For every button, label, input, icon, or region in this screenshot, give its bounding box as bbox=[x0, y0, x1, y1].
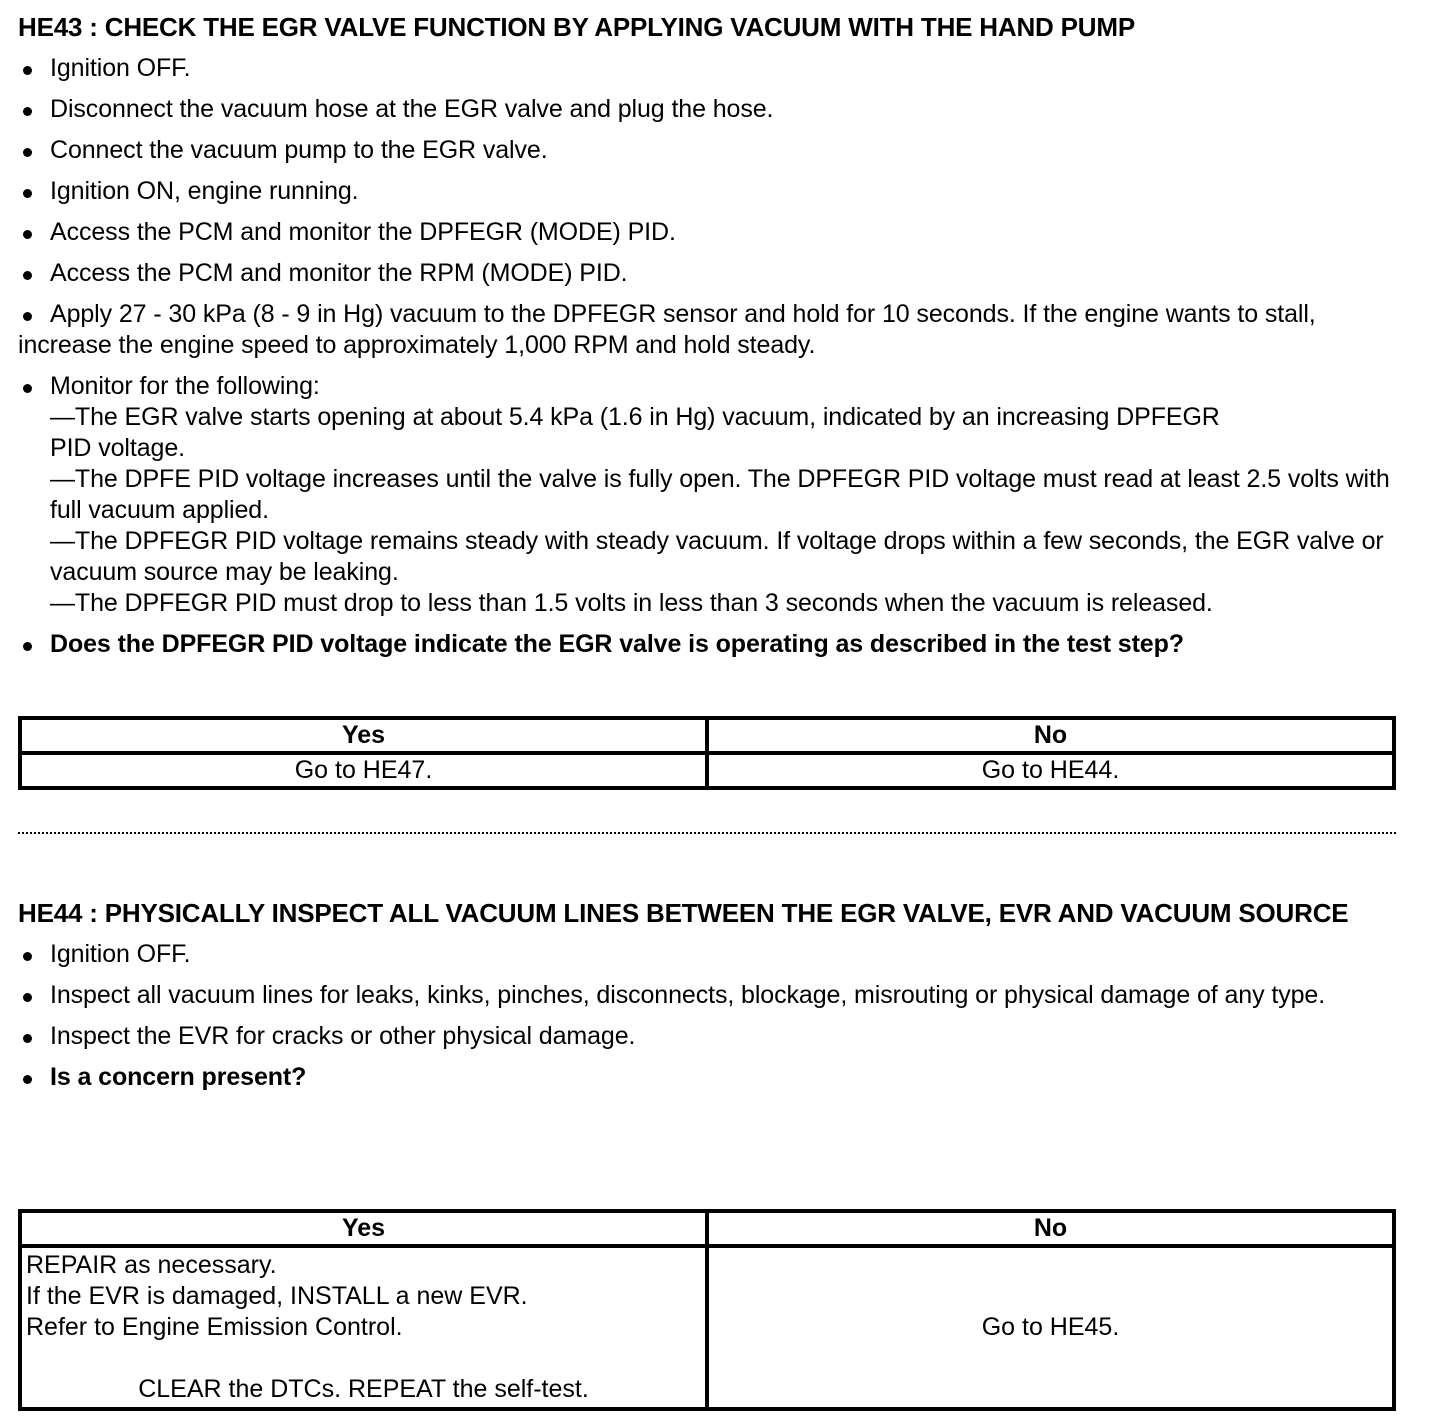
monitor-item: —The DPFE PID voltage increases until the valve is fully open. The DPFEGR PID voltage must read at least 2.5 volts with full vacuum applied. bbox=[50, 465, 1390, 524]
result-table-he44-wrap bbox=[18, 1209, 1396, 1411]
step-item: Apply 27 - 30 kPa (8 - 9 in Hg) vacuum to the DPFEGR sensor and hold for 10 seconds. If the engine wants to stall, increase the engine speed to approximately 1,000 RPM and hold steady. bbox=[18, 300, 1316, 359]
table-row bbox=[20, 753, 1394, 788]
yes-line: If the EVR is damaged, INSTALL a new EVR. bbox=[26, 1282, 528, 1310]
spacer bbox=[26, 1343, 701, 1374]
section-he43 bbox=[18, 12, 1396, 660]
result-table-he43-wrap bbox=[18, 716, 1396, 790]
result-table bbox=[18, 716, 1396, 790]
step-item: Ignition ON, engine running. bbox=[50, 177, 359, 205]
section-divider bbox=[18, 832, 1396, 834]
question-item: Does the DPFEGR PID voltage indicate the EGR valve is operating as described in the test step? bbox=[50, 630, 1184, 658]
step-item: Inspect all vacuum lines for leaks, kinks, pinches, disconnects, blockage, misrouting or physical damage of any type. bbox=[50, 981, 1326, 1009]
no-action: Go to HE45. bbox=[707, 1246, 1394, 1409]
step-item: Access the PCM and monitor the RPM (MODE) PID. bbox=[50, 259, 628, 287]
yes-action: Go to HE47. bbox=[20, 753, 707, 788]
no-header: No bbox=[707, 1211, 1394, 1246]
table-header-row bbox=[20, 1211, 1394, 1246]
step-item: Inspect the EVR for cracks or other physical damage. bbox=[50, 1022, 636, 1050]
step-item: Connect the vacuum pump to the EGR valve. bbox=[50, 136, 548, 164]
yes-header: Yes bbox=[20, 1211, 707, 1246]
step-item-monitor: Monitor for the following: —The EGR valve starts opening at about 5.4 kPa (1.6 in Hg) vacuum, indicated by an increasing DPFEGR PID voltage. —The DPFE PID voltage increases until the valve is fully open. The DPFEGR PID voltage must read at least 2.5 volts with full vacuum applied. —The DPFEGR PID voltage remains steady with steady vacuum. If voltage drops within a few seconds, the EGR valve or vacuum source may be leaking. —The DPFEGR PID must drop to less than 1.5 volts in less than 3 seconds when the vacuum is released. bbox=[18, 371, 1396, 619]
question-item: Is a concern present? bbox=[50, 1063, 307, 1091]
yes-header: Yes bbox=[20, 718, 707, 753]
no-header: No bbox=[707, 718, 1394, 753]
table-row bbox=[20, 1246, 1394, 1409]
monitor-item: —The DPFEGR PID voltage remains steady with steady vacuum. If voltage drops within a few seconds, the EGR valve or vacuum source may be leaking. bbox=[50, 527, 1384, 586]
yes-line: REPAIR as necessary. bbox=[26, 1251, 277, 1279]
yes-line: CLEAR the DTCs. REPEAT the self-test. bbox=[138, 1375, 589, 1403]
section-heading: HE43 : CHECK THE EGR VALVE FUNCTION BY APPLYING VACUUM WITH THE HAND PUMP bbox=[18, 12, 1135, 42]
step-item: Ignition OFF. bbox=[50, 54, 191, 82]
yes-line: Refer to Engine Emission Control. bbox=[26, 1313, 403, 1341]
step-item: Disconnect the vacuum hose at the EGR valve and plug the hose. bbox=[50, 95, 774, 123]
step-item: Ignition OFF. bbox=[50, 940, 191, 968]
no-action: Go to HE44. bbox=[707, 753, 1394, 788]
monitor-item: —The EGR valve starts opening at about 5.4 kPa (1.6 in Hg) vacuum, indicated by an increasing DPFEGR PID voltage. bbox=[50, 403, 1220, 462]
result-table bbox=[18, 1209, 1396, 1411]
step-list bbox=[18, 53, 1396, 660]
step-list bbox=[18, 939, 1396, 1093]
step-item: Access the PCM and monitor the DPFEGR (MODE) PID. bbox=[50, 218, 676, 246]
table-header-row bbox=[20, 718, 1394, 753]
monitor-item: —The DPFEGR PID must drop to less than 1.5 volts in less than 3 seconds when the vacuum is released. bbox=[50, 589, 1213, 617]
section-he44 bbox=[18, 898, 1396, 1093]
section-heading: HE44 : PHYSICALLY INSPECT ALL VACUUM LINES BETWEEN THE EGR VALVE, EVR AND VACUUM SOURCE bbox=[18, 898, 1349, 928]
yes-action bbox=[20, 1246, 707, 1409]
